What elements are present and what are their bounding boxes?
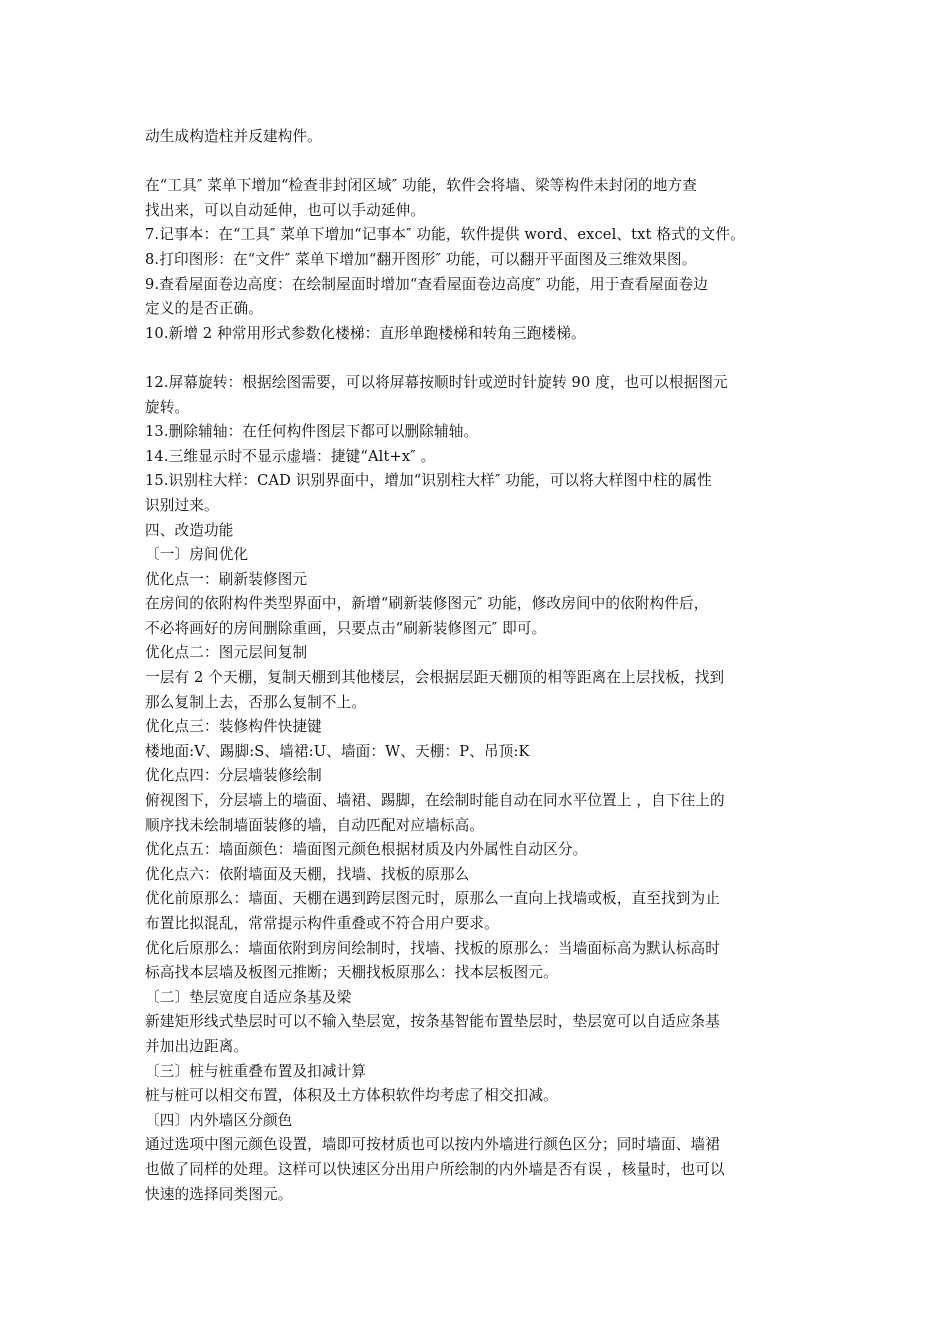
text-line: 9.查看屋面卷边高度：在绘制屋面时增加“查看屋面卷边高度″ 功能，用于查看屋面卷边 [145,275,709,293]
text-line: 13.删除辅轴：在任何构件图层下都可以删除辅轴。 [145,423,479,441]
text-line: 〔四〕内外墙区分颜色 [145,1111,293,1129]
blank-line [145,346,815,371]
text-line: 7.记事本：在“工具″ 菜单下增加“记事本″ 功能，软件提供 word、excel、txt 格式的文件。 [145,226,745,244]
text-line: 〔一〕房间优化 [145,546,249,564]
text-line: 优化点一：刷新装修图元 [145,570,308,588]
text-line: 〔三〕桩与桩重叠布置及扣减计算 [145,1062,367,1080]
text-line: 桩与桩可以相交布置，体积及土方体积软件均考虑了相交扣减。 [145,1087,558,1105]
text-line: 动生成构造柱并反建构件。 [145,128,322,145]
text-line: 在“工具″ 菜单下增加“检查非封闭区域″ 功能，软件会将墙、梁等构件未封闭的地方查 [145,177,698,195]
text-line: 也做了同样的处理。这样可以快速区分出用户所绘制的内外墙是否有误 ，核量时，也可以 [145,1160,725,1178]
text-line: 优化点二：图元层间复制 [145,644,308,662]
text-line: 优化前原那么：墙面、天棚在遇到跨层图元时，原那么一直向上找墙或板，直至找到为止 [145,890,721,908]
text-line: 标高找本层墙及板图元推断；天棚找板原那么：找本层板图元。 [145,964,558,982]
text-line: 优化后原那么：墙面依附到房间绘制时，找墙、找板的原那么：当墙面标高为默认标高时 [145,939,721,957]
text-line: 优化点三：装修构件快捷键 [145,718,322,736]
text-line: 优化点五：墙面颜色：墙面图元颜色根据材质及内外属性自动区分。 [145,841,588,859]
text-line: 〔二〕垫层宽度自适应条基及梁 [145,988,352,1006]
text-line: 优化点六：依附墙面及天棚，找墙、找板的原那么 [145,865,470,883]
text-line: 快速的选择同类图元。 [145,1185,293,1203]
text-line: 并加出边距离。 [145,1037,249,1055]
text-line: 新建矩形线式垫层时可以不输入垫层宽，按条基智能布置垫层时，垫层宽可以自适应条基 [145,1013,721,1031]
text-line: 旋转。 [145,398,190,416]
text-line: 那么复制上去，否那么复制不上。 [145,693,367,711]
text-line: 顺序找未绘制墙面装修的墙，自动匹配对应墙标高。 [145,816,485,834]
text-line: 找出来，可以自动延伸，也可以手动延伸。 [145,201,426,219]
text-line: 一层有 2 个天棚，复制天棚到其他楼层，会根据层距天棚顶的相等距离在上层找板，找到 [145,669,725,687]
text-line: 布置比拟混乱，常常提示构件重叠或不符合用户要求。 [145,915,499,932]
text-line: 不必将画好的房间删除重画，只要点击“刷新装修图元″ 即可。 [145,619,547,637]
text-line: 12.屏幕旋转：根据绘图需要，可以将屏幕按顺时针或逆时针旋转 90 度，也可以根据图元 [145,373,728,391]
text-line: 通过选项中图元颜色设置，墙即可按材质也可以按内外墙进行颜色区分；同时墙面、墙裙 [145,1136,721,1154]
text-line: 在房间的依附构件类型界面中，新增“刷新装修图元″ 功能，修改房间中的依附构件后， [145,595,709,613]
text-line: 14.三维显示时不显示虚墙：捷键“Alt+x″ 。 [145,447,436,465]
text-line: 8.打印图形：在“文件″ 菜单下增加“翻开图形″ 功能，可以翻开平面图及三维效果图。 [145,250,697,268]
text-line: 楼地面:V、踢脚:S、墙裙:U、墙面：W、天棚：P、吊顶:K [145,742,530,760]
text-line: 定义的是否正确。 [145,300,263,318]
text-line: 优化点四：分层墙装修绘制 [145,767,322,785]
text-line: 识别过来。 [145,496,219,514]
blank-line [145,150,815,175]
document-body [145,125,815,1207]
text-line: 四、改造功能 [145,521,234,539]
text-line: 10.新增 2 种常用形式参数化楼梯：直形单跑楼梯和转角三跑楼梯。 [145,324,586,342]
text-line: 俯视图下，分层墙上的墙面、墙裙、踢脚，在绘制时能自动在同水平位置上 ，自下往上的 [145,792,725,810]
text-line: 15.识别柱大样：CAD 识别界面中，增加“识别柱大样″ 功能，可以将大样图中柱的属性 [145,472,712,490]
